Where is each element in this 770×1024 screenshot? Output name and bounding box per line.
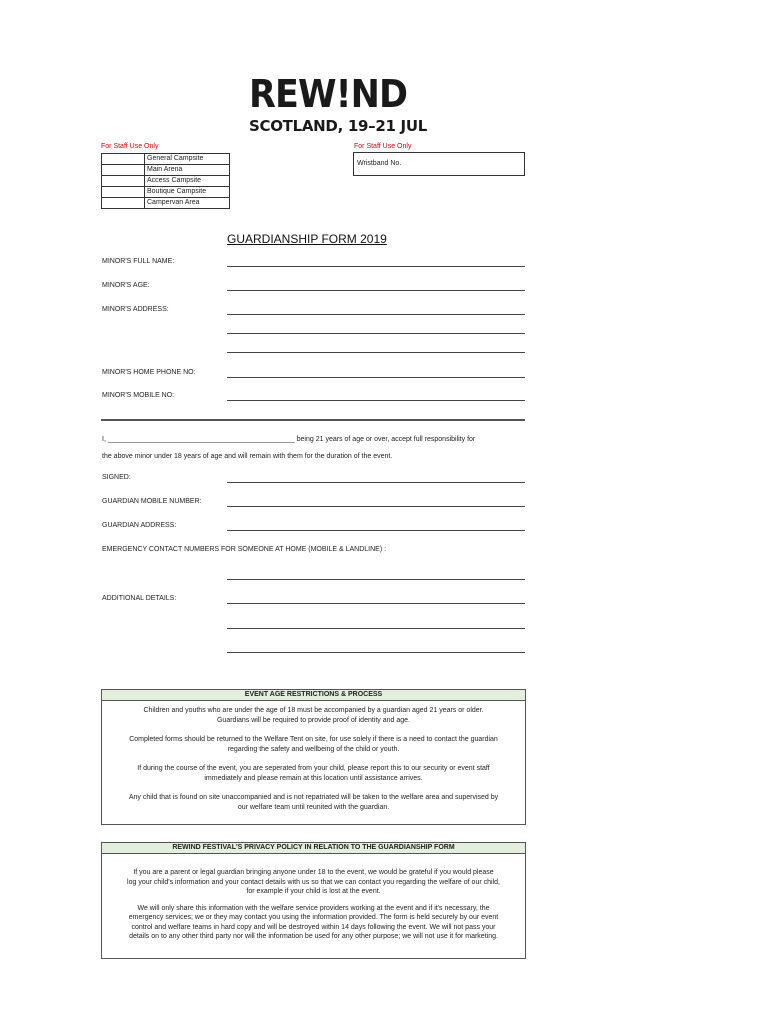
rewind-logo: REW!ND bbox=[249, 72, 408, 116]
privacy-text: We will only share this information with the welfare service providers working at the event and if it's necessary, the bbox=[137, 904, 490, 912]
area-checkbox[interactable] bbox=[102, 187, 145, 198]
minor-age-field[interactable] bbox=[227, 290, 525, 291]
privacy-text: log your child's information and your contact details with us so that we can contact you regarding the welfare of our child, bbox=[127, 878, 500, 886]
guardian-address-label: GUARDIAN ADDRESS: bbox=[102, 522, 177, 529]
minor-address-field[interactable] bbox=[227, 352, 525, 353]
declaration-line-2: the above minor under 18 years of age and will remain with them for the duration of the event. bbox=[102, 453, 393, 460]
restrictions-text: If during the course of the event, you are seperated from your child, please report this to our security or event staff bbox=[137, 765, 490, 772]
minor-name-label: MINOR'S FULL NAME: bbox=[102, 258, 175, 265]
additional-details-field[interactable] bbox=[227, 628, 525, 629]
restrictions-text: our welfare team until reunited with the guardian. bbox=[237, 803, 390, 811]
declaration-line-1: I, ________________________________________________ being 21 years of age or over, accept full responsibility for bbox=[102, 436, 476, 443]
minor-address-field[interactable] bbox=[227, 314, 525, 315]
minor-home-phone-field[interactable] bbox=[227, 377, 525, 378]
guardian-mobile-label: GUARDIAN MOBILE NUMBER: bbox=[102, 498, 202, 505]
minor-mobile-field[interactable] bbox=[227, 400, 525, 401]
additional-details-label: ADDITIONAL DETAILS: bbox=[102, 595, 177, 602]
restrictions-text: Any child that is found on site unaccompanied and is not repatriated will be taken to the welfare area and supervised by bbox=[128, 794, 499, 801]
section-divider bbox=[101, 419, 525, 421]
restrictions-text: regarding the safety and wellbeing of the child or youth. bbox=[227, 745, 400, 753]
area-checkbox[interactable] bbox=[102, 176, 145, 187]
area-label: Main Arena bbox=[145, 165, 230, 176]
restrictions-text: Completed forms should be returned to the Welfare Tent on site, for use solely if there is a need to contact the guardian bbox=[129, 736, 498, 743]
privacy-title: REWIND FESTIVAL'S PRIVACY POLICY IN RELATION TO THE GUARDIANSHIP FORM bbox=[102, 843, 525, 854]
form-title: GUARDIANSHIP FORM 2019 bbox=[227, 232, 387, 246]
guardian-mobile-field[interactable] bbox=[227, 506, 525, 507]
area-label: Access Campsite bbox=[145, 176, 230, 187]
area-checkbox[interactable] bbox=[102, 165, 145, 176]
privacy-text: for example if your child is lost at the event. bbox=[246, 888, 381, 895]
event-dates: SCOTLAND, 19–21 JUL bbox=[249, 117, 427, 135]
signed-label: SIGNED: bbox=[102, 474, 131, 481]
privacy-text: details on to any other third party nor will the information be used for any other purpose; we will not use it for marketing. bbox=[129, 933, 498, 940]
minor-mobile-label: MINOR'S MOBILE NO: bbox=[102, 392, 175, 399]
privacy-text: emergency services; we or they may contact you using the information provided. The form is held securely by our event bbox=[128, 914, 499, 921]
restrictions-box bbox=[101, 689, 526, 825]
minor-address-label: MINOR'S ADDRESS: bbox=[102, 306, 169, 313]
minor-home-phone-label: MINOR'S HOME PHONE NO: bbox=[102, 369, 196, 376]
emergency-contact-label: EMERGENCY CONTACT NUMBERS FOR SOMEONE AT HOME (MOBILE & LANDLINE) : bbox=[102, 546, 387, 553]
privacy-box bbox=[101, 842, 526, 959]
wristband-label: Wristband No. bbox=[357, 160, 402, 167]
area-label: Campervan Area bbox=[145, 198, 230, 209]
privacy-text: If you are a parent or legal guardian bringing anyone under 18 to the event, we would be grateful if you would please bbox=[133, 869, 494, 876]
wristband-field[interactable] bbox=[353, 152, 525, 176]
minor-name-field[interactable] bbox=[227, 266, 525, 267]
restrictions-text: immediately and please remain at this location until assistance arrives. bbox=[204, 774, 423, 782]
guardian-address-field[interactable] bbox=[227, 530, 525, 531]
restrictions-text: Guardians will be required to provide proof of identity and age. bbox=[216, 716, 410, 724]
emergency-contact-field[interactable] bbox=[227, 579, 525, 580]
additional-details-field[interactable] bbox=[227, 603, 525, 604]
area-checkbox[interactable] bbox=[102, 198, 145, 209]
additional-details-field[interactable] bbox=[227, 652, 525, 653]
minor-age-label: MINOR'S AGE: bbox=[102, 282, 150, 289]
area-label: General Campsite bbox=[145, 154, 230, 165]
restrictions-text: Children and youths who are under the age of 18 must be accompanied by a guardian aged 21 years or older. bbox=[143, 707, 484, 714]
minor-address-field[interactable] bbox=[227, 333, 525, 334]
staff-use-label-left: For Staff Use Only bbox=[101, 143, 159, 150]
staff-area-table bbox=[101, 153, 230, 209]
restrictions-title: EVENT AGE RESTRICTIONS & PROCESS bbox=[102, 690, 525, 701]
signed-field[interactable] bbox=[227, 482, 525, 483]
staff-use-label-right: For Staff Use Only bbox=[354, 143, 412, 150]
area-checkbox[interactable] bbox=[102, 154, 145, 165]
privacy-text: control and welfare teams in hard copy and will be destroyed within 14 days following the event. We will not pass your bbox=[131, 923, 496, 931]
area-label: Boutique Campsite bbox=[145, 187, 230, 198]
